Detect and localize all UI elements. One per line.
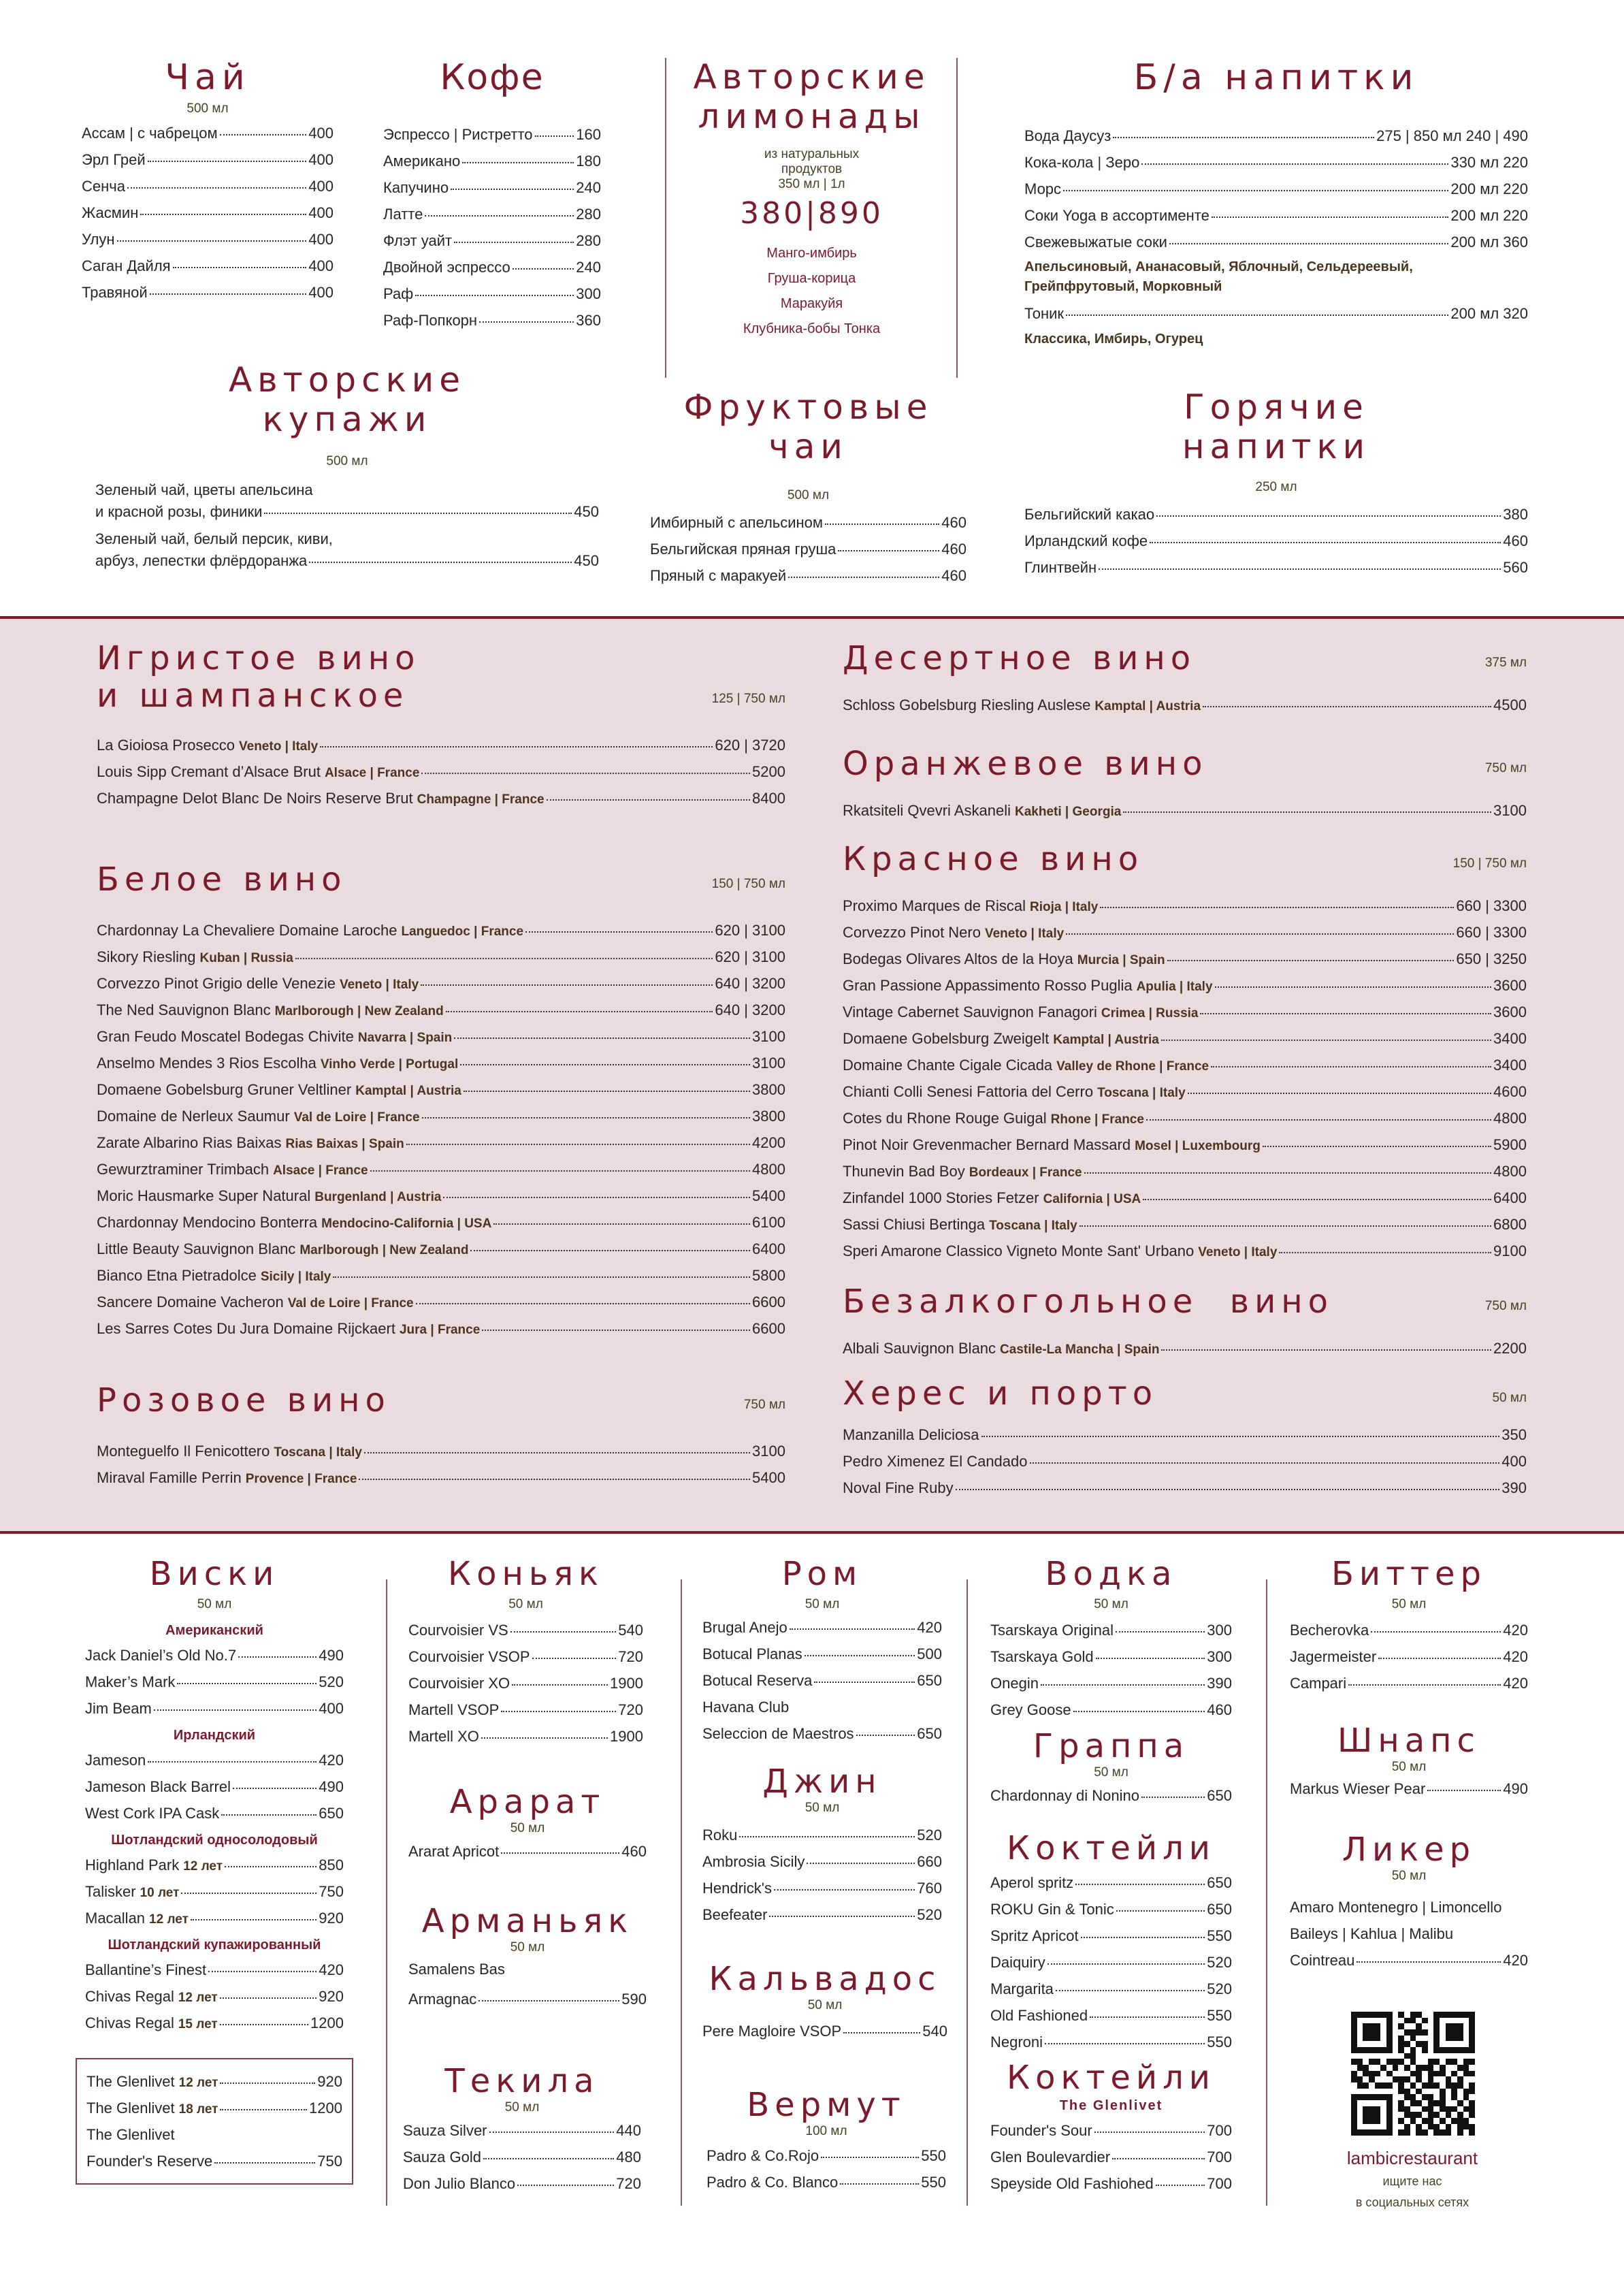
hot-drinks-volume: 250 мл [1255,480,1297,494]
gin-volume: 50 мл [805,1801,840,1816]
menu-item: Courvoisier VS 540 [408,1622,643,1639]
cognac-volume: 50 мл [508,1597,543,1612]
menu-item: Pere Magloire VSOP 540 [702,2023,947,2040]
rum-section [702,1556,942,1753]
fruit-tea-title-line1: Фруктовые [683,387,933,427]
blends-list [95,483,599,568]
menu-item: Травяной 400 [82,283,334,301]
menu-item: Chardonnay La Chevaliere Domaine Laroche Languedoc | France 620 | 3100 [97,922,785,939]
rose-wine-section [97,1382,785,1497]
menu-item: Founder's Reserve 750 [86,2153,342,2170]
grappa-volume: 50 мл [1094,1765,1128,1780]
menu-item: Louis Sipp Cremant d’Alsace Brut Alsace | France 5200 [97,763,785,781]
menu-item: Jim Beam 400 [85,1700,344,1718]
whisky-group-label: Шотландский односолодовый [111,1833,318,1848]
menu-item: Botucal Reserva 650 [702,1672,942,1690]
rum-volume: 50 мл [805,1597,840,1612]
divider [386,1579,387,2206]
menu-item: Chianti Colli Senesi Fattoria del Cerro Toscana | Italy 4600 [843,1083,1527,1101]
menu-item: Jack Daniel’s Old No.7 490 [85,1647,344,1664]
menu-item: Markus Wieser Pear 490 [1290,1780,1528,1798]
menu-item: Эспрессо | Ристретто 160 [383,125,601,143]
cocktails-title: Коктейли [1007,1829,1216,1867]
menu-item: Pinot Noir Grevenmacher Bernard Massard Mosel | Luxembourg 5900 [843,1136,1527,1154]
armagnac-volume: 50 мл [510,1940,545,1955]
menu-item: Becherovka 420 [1290,1622,1528,1639]
nonalcoholic-wine-list [843,1341,1527,1356]
menu-item: Corvezzo Pinot Grigio delle Venezie Veneto | Italy 640 | 3200 [97,975,785,993]
menu-item: Negroni 550 [990,2033,1232,2051]
grappa-section [990,1728,1232,1815]
coffee-title: Кофе [440,57,545,98]
menu-item: Albali Sauvignon Blanc Castile-La Mancha | Spain 2200 [843,1340,1527,1357]
menu-item: Кока-кола | Зеро 330 мл 220 [1024,153,1528,171]
red-wine-volume: 150 | 750 мл [1452,856,1527,871]
schnapps-title: Шнапс [1337,1722,1480,1760]
menu-item: Саган Дайля 400 [82,257,334,274]
red-wine-list [843,899,1527,1259]
menu-item: Botucal Planas 500 [702,1645,942,1663]
soft-drinks-list [1024,129,1528,250]
blends-title-line2: купажи [262,399,432,439]
divider [967,1579,968,2206]
menu-item: The Glenlivet 12 лет 920 [86,2073,342,2091]
lemonades-desc: из натуральных [764,147,860,161]
lemonade-flavor: Манго-имбирь [766,246,857,261]
glenlivet-box [76,2058,353,2185]
menu-item: Spritz Apricot 550 [990,1927,1232,1945]
bitter-list [1290,1623,1528,1691]
sparkling-section [97,640,785,818]
gin-section [702,1763,942,1934]
calvados-section [702,1961,947,2050]
menu-item: Glen Boulevardier 700 [990,2149,1232,2166]
whisky-title: Виски [149,1555,280,1593]
menu-item: Founder's Sour 700 [990,2122,1232,2140]
menu-item: Zinfandel 1000 Stories Fetzer California | USA 6400 [843,1189,1527,1207]
schnapps-volume: 50 мл [1391,1760,1427,1775]
menu-item: Courvoisier XO 1900 [408,1675,643,1692]
fruit-tea-title-line2: чаи [768,426,848,466]
gin-list [702,1828,942,1923]
ararat-title: Арарат [449,1783,606,1821]
rum-title: Ром [781,1555,863,1593]
social-cta: в социальных сетях [1355,2195,1469,2209]
menu-item: Vintage Cabernet Sauvignon Fanagori Crimea | Russia 3600 [843,1003,1527,1021]
menu-item: Margarita 520 [990,1980,1232,1998]
liqueur-title: Ликер [1342,1831,1476,1869]
menu-item: Флэт уайт 280 [383,231,601,249]
menu-item: Жасмин 400 [82,204,334,221]
dessert-wine-list [843,698,1527,713]
hot-drinks-list [1024,507,1528,575]
vodka-list [990,1623,1232,1718]
glenlivet-cocktails-list [990,2123,1232,2191]
menu-item: ROKU Gin & Tonic 650 [990,1901,1232,1918]
orange-wine-title: Оранжевое вино [843,745,1208,783]
menu-item: Talisker 10 лет 750 [85,1883,344,1901]
liqueur-volume: 50 мл [1391,1869,1427,1884]
glenlivet-cocktails-section [990,2059,1232,2203]
menu-item: Морс 200 мл 220 [1024,180,1528,197]
divider [665,58,666,378]
menu-item: The Ned Sauvignon Blanc Marlborough | New Zealand 640 | 3200 [97,1001,785,1019]
gin-title: Джин [762,1763,882,1801]
menu-item: Бельгийская пряная груша 460 [650,541,967,558]
hot-drinks-title-line1: Горячие [1184,387,1369,427]
menu-item: Chivas Regal 15 лет 1200 [85,2014,344,2032]
menu-item: Jameson 420 [85,1752,344,1769]
menu-item: Havana Club [702,1699,790,1716]
glenlivet-cocktails-subtitle: The Glenlivet [1059,2098,1163,2114]
whisky-group-label: Американский [165,1623,263,1639]
divider [681,1579,682,2206]
menu-item: Anselmo Mendes 3 Rios Escolha Vinho Verde | Portugal 3100 [97,1055,785,1072]
menu-item: The Glenlivet [86,2126,175,2144]
cocktails-section [990,1830,1232,2061]
sparkling-title-line1: Игристое вино [97,639,421,677]
menu-item: Domaene Gobelsburg Zweigelt Kamptal | Austria 3400 [843,1030,1527,1048]
menu-item: Grey Goose 460 [990,1701,1232,1719]
menu-item: Manzanilla Deliciosa 350 [843,1426,1527,1444]
fruit-tea-section [650,388,967,595]
sherry-port-title: Херес и порто [843,1374,1158,1413]
menu-item: Gewurztraminer Trimbach Alsace | France 4800 [97,1161,785,1178]
blends-volume: 500 мл [326,454,368,468]
white-wine-list [97,923,785,1336]
calvados-volume: 50 мл [807,1998,843,2013]
menu-item: Miraval Famille Perrin Provence | France 5400 [97,1469,785,1487]
menu-item: Old Fashioned 550 [990,2007,1232,2025]
rose-wine-volume: 750 мл [743,1398,785,1413]
vodka-title: Водка [1045,1555,1178,1593]
menu-item: Tsarskaya Gold 300 [990,1648,1232,1666]
menu-item: Раф-Попкорн 360 [383,311,601,329]
menu-item: Сенча 400 [82,177,334,195]
bitter-volume: 50 мл [1391,1597,1427,1612]
menu-item: Highland Park 12 лет 850 [85,1856,344,1874]
nonalcoholic-wine-title: Безалкогольное вино [843,1283,1334,1321]
vermouth-title: Вермут [747,2086,906,2124]
menu-item: Зеленый чай, цветы апельсина и красной розы, финики 450 [95,481,599,520]
menu-item: Les Sarres Cotes Du Jura Domaine Rijckaert Jura | France 6600 [97,1320,785,1338]
whisky-group-label: Ирландский [173,1728,256,1743]
social-cta: ищите нас [1382,2174,1442,2188]
ararat-section [408,1784,647,1871]
white-wine-title: Белое вино [97,860,347,899]
menu-item: Moric Hausmarke Super Natural Burgenland | Austria 5400 [97,1187,785,1205]
menu-item: Bianco Etna Pietradolce Sicily | Italy 5800 [97,1267,785,1285]
menu-item: West Cork IPA Cask 650 [85,1805,344,1822]
menu-item: Sauza Silver 440 [403,2122,641,2140]
ararat-volume: 50 мл [510,1821,545,1836]
tequila-title: Текила [444,2062,600,2100]
lemonade-flavor: Клубника-бобы Тонка [743,321,881,336]
sherry-port-list [843,1428,1527,1496]
lemonades-title-line1: Авторские [693,57,930,97]
juices-note: Апельсиновый, Ананасовый, Яблочный, Сельдереевый, Грейпфрутовый, Морковный [1024,259,1413,294]
white-wine-section [97,861,785,1348]
liqueur-list [1290,1953,1528,1968]
lemonades-price: 380|890 [740,196,883,231]
menu-item: Little Beauty Sauvignon Blanc Marlborough | New Zealand 6400 [97,1240,785,1258]
menu-item: Вода Даусуз 275 | 850 мл 240 | 490 [1024,127,1528,144]
whisky-groups [85,1623,344,2031]
lemonade-flavor: Груша-корица [767,271,856,286]
vodka-section [990,1556,1232,1729]
social-handle[interactable]: lambicrestaurant [1346,2148,1478,2168]
menu-item: Schloss Gobelsburg Riesling Auslese Kamptal | Austria 4500 [843,696,1527,714]
menu-item: Sancere Domaine Vacheron Val de Loire | France 6600 [97,1293,785,1311]
coffee-list [383,127,601,328]
coffee-section [383,58,601,340]
menu-item: Zarate Albarino Rias Baixas Rias Baixas | Spain 4200 [97,1134,785,1152]
menu-item: Gran Passione Appassimento Rosso Puglia Apulia | Italy 3600 [843,977,1527,995]
tea-list [82,126,334,300]
orange-wine-section [843,745,1527,830]
hot-drinks-title-line2: напитки [1182,426,1371,466]
bitter-section [1290,1556,1528,1703]
nonalcoholic-wine-volume: 750 мл [1484,1299,1527,1314]
armagnac-title: Арманьяк [421,1902,634,1940]
menu-item: Speyside Old Fashiohed 700 [990,2175,1232,2193]
menu-item: Maker’s Mark 520 [85,1673,344,1691]
lemonade-flavor: Маракуйя [780,296,843,311]
calvados-title: Кальвадос [709,1960,941,1998]
menu-item: Domaine Chante Cigale Cicada Valley de Rhone | France 3400 [843,1057,1527,1074]
vermouth-volume: 100 мл [805,2124,847,2139]
menu-item: Noval Fine Ruby 390 [843,1479,1527,1497]
menu-item: Seleccion de Maestros 650 [702,1725,942,1743]
menu-item: Martell VSOP 720 [408,1701,643,1719]
menu-item: Armagnac 590 [408,1991,647,2008]
menu-item: Chivas Regal 12 лет 920 [85,1988,344,2006]
menu-item: Раф 300 [383,285,601,302]
menu-item: Roku 520 [702,1827,942,1844]
whisky-group-label: Шотландский купажированный [108,1937,321,1953]
dessert-wine-volume: 375 мл [1484,656,1527,671]
sherry-port-section [843,1375,1527,1507]
qr-code[interactable] [1351,2012,1475,2136]
vermouth-list [707,2149,946,2190]
ararat-list [408,1844,647,1859]
tequila-volume: 50 мл [504,2100,540,2115]
menu-item: Beefeater 520 [702,1906,942,1924]
white-wine-volume: 150 | 750 мл [711,877,785,892]
menu-item: Monteguelfo Il Fenicottero Toscana | Italy 3100 [97,1443,785,1460]
dessert-wine-section [843,640,1527,724]
glenlivet-cocktails-title: Коктейли [1007,2059,1216,2097]
liqueur-section: Ликер 50 мл Amaro Montenegro | Limoncello Baileys | Kahlua | Malibu Cointreau 420 [1290,1831,1528,1969]
schnapps-section [1290,1722,1528,1808]
menu-item: Глинтвейн 560 [1024,559,1528,576]
whisky-section [85,1556,344,2185]
sherry-port-volume: 50 мл [1492,1391,1527,1406]
tea-section [82,58,334,312]
menu-item: Sikory Riesling Kuban | Russia 620 | 3100 [97,948,785,966]
menu-item: Tsarskaya Original 300 [990,1622,1232,1639]
fruit-tea-list [650,515,967,583]
whisky-volume: 50 мл [197,1597,232,1612]
orange-wine-volume: 750 мл [1484,761,1527,776]
menu-item: The Glenlivet 18 лет 1200 [86,2100,342,2117]
menu-item: Свежевыжатые соки 200 мл 360 [1024,233,1528,251]
menu-item: Ассам | с чабрецом 400 [82,124,334,142]
menu-item: Ballantine’s Finest 420 [85,1961,344,1979]
menu-item: Имбирный с апельсином 460 [650,514,967,531]
menu-item: Chardonnay Mendocino Bonterra Mendocino-California | USA 6100 [97,1214,785,1232]
lemonades-title-line2: лимонады [698,96,926,136]
vodka-volume: 50 мл [1094,1597,1128,1612]
menu-item: Padro & Co.Rojo 550 [707,2147,946,2165]
menu-item: Don Julio Blanco 720 [403,2175,641,2193]
armagnac-list [408,1992,647,2007]
divider [1266,1579,1267,2206]
soft-drinks-section [1024,58,1528,349]
lemonades-desc: продуктов [781,162,843,176]
cognac-title: Коньяк [448,1555,604,1593]
tequila-list [403,2123,641,2191]
tea-title: Чай [165,57,250,98]
menu-item: Латте 280 [383,205,601,223]
vermouth-section [707,2087,946,2202]
menu-item: Капучино 240 [383,178,601,196]
menu-item: Двойной эспрессо 240 [383,258,601,276]
menu-item: Hendrick's 760 [702,1880,942,1897]
tequila-section [403,2063,641,2203]
menu-item: Martell XO 1900 [408,1728,643,1746]
fruit-tea-volume: 500 мл [787,488,830,502]
menu-item: Ambrosia Sicily 660 [702,1853,942,1871]
blends-title-line1: Авторские [228,360,466,400]
menu-item: Gran Feudo Moscatel Bodegas Chivite Navarra | Spain 3100 [97,1028,785,1046]
menu-item: Соки Yoga в ассортименте 200 мл 220 [1024,206,1528,224]
menu-item: Ирландский кофе 460 [1024,532,1528,549]
menu-item: Зеленый чай, белый персик, киви, арбуз, лепестки флёрдоранжа 450 [95,530,599,569]
menu-item: Bodegas Olivares Altos de la Hoya Murcia | Spain 650 | 3250 [843,950,1527,968]
lemonades-volume: 350 мл | 1л [778,177,845,191]
menu-item: Brugal Anejo 420 [702,1619,942,1637]
menu-item: Jameson Black Barrel 490 [85,1778,344,1796]
menu-item: Бельгийский какао 380 [1024,506,1528,523]
menu-item: Campari 420 [1290,1675,1528,1692]
menu-item: Macallan 12 лет 920 [85,1910,344,1927]
menu-item: Jagermeister 420 [1290,1648,1528,1666]
menu-item: Pedro Ximenez El Candado 400 [843,1453,1527,1470]
social-footer [1310,2148,1514,2210]
menu-item: Sassi Chiusi Bertinga Toscana | Italy 6800 [843,1216,1527,1234]
menu-item: Улун 400 [82,230,334,248]
grappa-title: Граппа [1033,1727,1190,1765]
nonalcoholic-wine-section [843,1283,1527,1368]
cocktails-list [990,1876,1232,2050]
menu-item: Speri Amarone Classico Vigneto Monte Sant' Urbano Veneto | Italy 9100 [843,1242,1527,1260]
menu-item: Thunevin Bad Boy Bordeaux | France 4800 [843,1163,1527,1180]
bitter-title: Биттер [1331,1555,1487,1593]
hot-drinks-section [1024,388,1528,587]
calvados-list [702,2024,947,2039]
sparkling-volume: 125 | 750 мл [711,692,785,707]
dessert-wine-title: Десертное вино [843,639,1197,677]
menu-item: Onegin 390 [990,1675,1232,1692]
menu-item: Domaene Gobelsburg Gruner Veltliner Kamptal | Austria 3800 [97,1081,785,1099]
menu-item: Американо 180 [383,152,601,170]
menu-item: Chardonnay di Nonino 650 [990,1787,1232,1805]
cognac-list [408,1623,643,1744]
menu-item: Rkatsiteli Qvevri Askaneli Kakheti | Georgia 3100 [843,802,1527,820]
menu-item: Пряный с маракуей 460 [650,567,967,584]
menu-item: Ararat Apricot 460 [408,1843,647,1861]
red-wine-section [843,841,1527,1270]
menu-item: Corvezzo Pinot Nero Veneto | Italy 660 | 3300 [843,924,1527,942]
armagnac-section: Арманьяк 50 мл Samalens Bas Armagnac 590 [408,1902,647,2008]
menu-item: Cointreau 420 [1290,1952,1528,1969]
tonic-note: Классика, Имбирь, Огурец [1024,331,1203,347]
menu-item: Daiquiry 520 [990,1954,1232,1972]
lemonades-flavors [667,246,956,337]
orange-wine-list [843,803,1527,818]
menu-item: Эрл Грей 400 [82,150,334,168]
menu-item: Courvoisier VSOP 720 [408,1648,643,1666]
menu-item: Champagne Delot Blanc De Noirs Reserve Brut Champagne | France 8400 [97,790,785,807]
sparkling-title-line2: и шампанское [97,677,409,715]
soft-drinks-title: Б/а напитки [1133,57,1419,98]
tonic-row: Тоник 200 мл 320 [1024,304,1528,322]
blends-section [95,361,599,581]
menu-item: Cotes du Rhone Rouge Guigal Rhone | France 4800 [843,1110,1527,1127]
lemonades-section [667,58,956,347]
menu-item: Domaine de Nerleux Saumur Val de Loire | France 3800 [97,1108,785,1125]
rose-wine-title: Розовое вино [97,1381,391,1419]
menu-item: Aperol spritz 650 [990,1874,1232,1892]
cognac-section [408,1556,643,1756]
rose-wine-list [97,1444,785,1485]
menu-item: Padro & Co. Blanco 550 [707,2174,946,2191]
menu-item: Sauza Gold 480 [403,2149,641,2166]
sparkling-list [97,738,785,806]
divider [956,58,958,378]
rum-list [702,1620,942,1741]
menu-item: La Gioiosa Prosecco Veneto | Italy 620 | 3720 [97,737,785,754]
grappa-list [990,1788,1232,1803]
tea-volume: 500 мл [186,101,229,116]
red-wine-title: Красное вино [843,840,1144,878]
schnapps-list [1290,1782,1528,1797]
menu-item: Proximo Marques de Riscal Rioja | Italy 660 | 3300 [843,897,1527,915]
